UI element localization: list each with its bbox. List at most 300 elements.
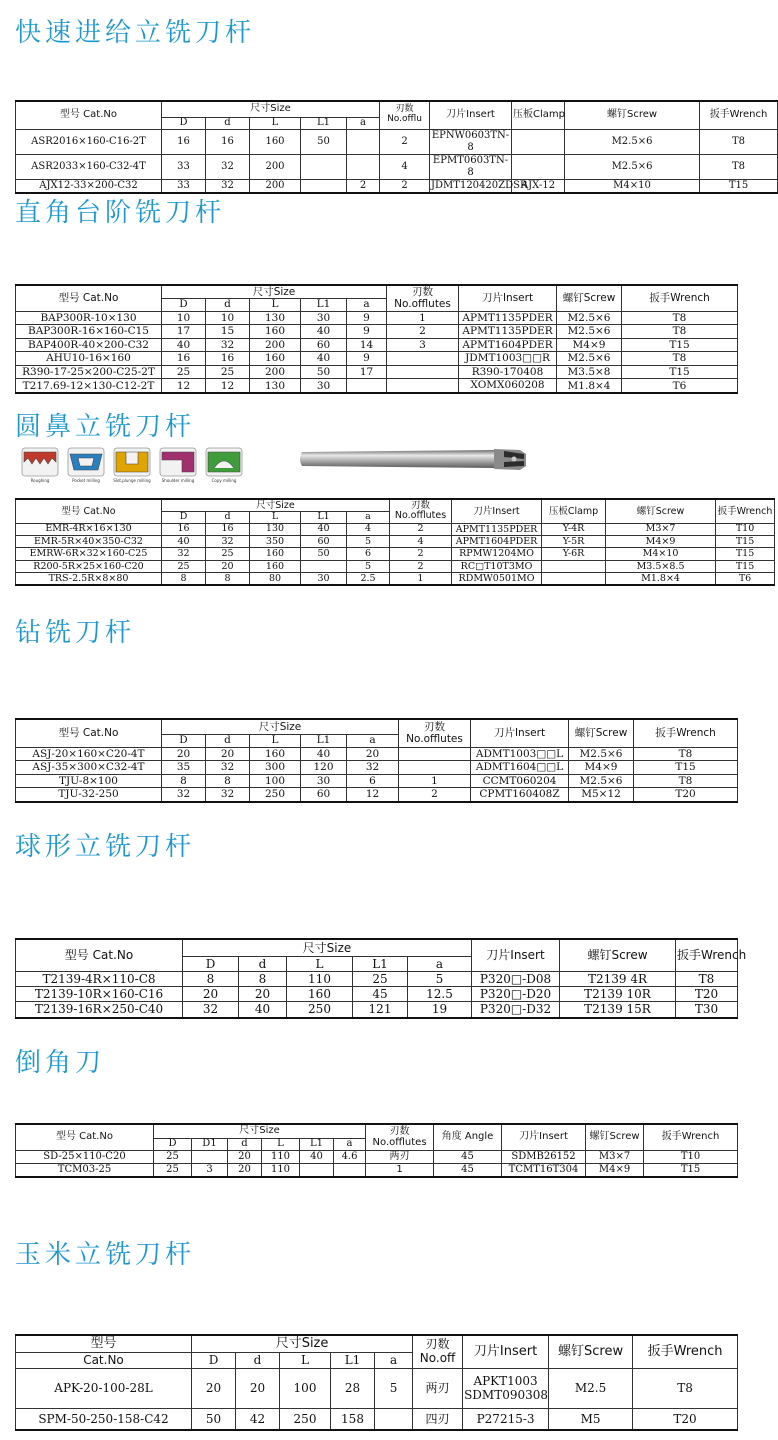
cell-dim: 50 [301, 548, 347, 560]
header-dim: L1 [301, 511, 347, 523]
cell-dim: 160 [287, 986, 353, 1001]
cell-dim: 6 [347, 774, 399, 788]
cell-dim: 40 [300, 1150, 334, 1163]
header-flutes: 刃数 No.off [413, 1335, 463, 1368]
cell-dim: 33 [162, 179, 206, 193]
cell-dim: 32 [206, 154, 250, 179]
cell-wrench: T20 [633, 1408, 738, 1430]
cell-dim: 60 [301, 535, 347, 547]
cell-dim: 30 [301, 774, 347, 788]
header-dim: d [206, 734, 250, 747]
header-dim: L [287, 956, 353, 971]
cell-dim: 10 [206, 311, 250, 325]
cell-dim: 50 [301, 365, 347, 379]
cell-wrench: T15 [716, 535, 775, 547]
table-row [16, 338, 738, 352]
header-dim: d [206, 117, 250, 129]
cell-wrench: T6 [622, 379, 738, 393]
cell-wrench: T8 [634, 747, 738, 761]
header-insert: 刀片Insert [459, 285, 557, 311]
header-dim: D [162, 734, 206, 747]
header-dim: L [262, 1138, 300, 1150]
header-dim: D1 [192, 1138, 228, 1150]
cell-dim: 120 [301, 761, 347, 775]
cell-insert: P320□-D08 [472, 971, 560, 986]
header-flutes: 刃数 No.offlutes [387, 285, 459, 311]
header-size: 尺寸Size [154, 1124, 366, 1138]
header-flutes: 刃数 No.offlutes [399, 719, 471, 747]
cell-dim: 25 [162, 365, 206, 379]
cell-insert: APMT1135PDER [459, 311, 557, 325]
cell-flutes: 1 [366, 1163, 434, 1177]
section-title-square-shoulder: 直角台阶铣刀杆 [15, 198, 226, 228]
cell-insert: R390-170408 [459, 365, 557, 379]
header-dim: d [206, 298, 250, 311]
cell-screw: M5×12 [569, 788, 634, 802]
cell-dim: 16 [162, 129, 206, 154]
cell-dim: 30 [301, 379, 347, 393]
cell-screw: M1.8×4 [557, 379, 622, 393]
cell-dim: 158 [331, 1408, 375, 1430]
cell-dim: 32 [206, 179, 250, 193]
table-row [16, 179, 778, 193]
cell-model: T2139-4R×110-C8 [16, 971, 183, 986]
cell-wrench: T8 [700, 129, 778, 154]
header-screw: 螺钉Screw [549, 1335, 633, 1368]
table-row [16, 1408, 738, 1430]
cell-model: ASR2016×160-C16-2T [16, 129, 162, 154]
header-size: 尺寸Size [183, 939, 472, 956]
cell-dim: 32 [162, 548, 206, 560]
cell-wrench: T15 [716, 548, 775, 560]
cell-screw: M1.8×4 [606, 573, 716, 586]
cell-dim: 19 [408, 1002, 472, 1018]
cell-dim: 20 [206, 560, 250, 572]
header-model: 型号 [16, 1335, 192, 1352]
cell-dim: 25 [353, 971, 408, 986]
copy-milling-icon-graphic [206, 448, 242, 476]
cell-model: R390-17-25×200-C25-2T [16, 365, 162, 379]
pocket-milling-icon-graphic [68, 448, 104, 476]
cell-dim: 130 [250, 379, 301, 393]
cell-dim: 12 [347, 788, 399, 802]
cell-flutes: 1 [387, 311, 459, 325]
table-round-nose [15, 498, 775, 586]
table-ball-nose [15, 938, 747, 1019]
cell-dim: 16 [162, 523, 206, 535]
cell-screw: M4×9 [569, 761, 634, 775]
cell-dim: 80 [250, 573, 301, 586]
cell-wrench: T8 [633, 1368, 738, 1408]
cell-dim: 5 [375, 1368, 413, 1408]
cell-wrench: T30 [676, 1002, 738, 1018]
header-angle: 角度 Angle [434, 1124, 502, 1150]
cell-flutes: 两刃 [413, 1368, 463, 1408]
cell-dim: 42 [236, 1408, 280, 1430]
cell-dim: 4 [347, 523, 390, 535]
cell-dim: 14 [347, 338, 387, 352]
cell-dim [301, 179, 347, 193]
cell-screw: M4×9 [586, 1163, 644, 1177]
cell-flutes [387, 379, 459, 393]
cell-dim [375, 1408, 413, 1430]
header-screw: 螺钉Screw [569, 719, 634, 747]
cell-dim: 8 [183, 971, 239, 986]
cell-insert: ADMT1604□□L [471, 761, 569, 775]
cell-wrench: T6 [716, 573, 775, 586]
cell-screw: M4×10 [606, 548, 716, 560]
cell-dim [301, 154, 347, 179]
cell-dim: 40 [162, 535, 206, 547]
cell-wrench: T15 [634, 761, 738, 775]
cell-dim: 100 [250, 774, 301, 788]
cell-wrench: T8 [676, 971, 738, 986]
cell-clamp: Y-6R [542, 548, 606, 560]
cell-wrench: T15 [700, 179, 778, 193]
round-nose-cutter-image [298, 442, 530, 478]
header-dim: D [192, 1352, 236, 1368]
cell-dim: 250 [280, 1408, 331, 1430]
table-chamfer [15, 1123, 738, 1178]
cell-dim: 6 [347, 548, 390, 560]
cell-flutes: 四刃 [413, 1408, 463, 1430]
header-screw: 螺钉Screw [606, 499, 716, 523]
cell-clamp [512, 154, 565, 179]
cell-wrench: T15 [644, 1163, 738, 1177]
header-dim: a [334, 1138, 366, 1150]
cell-model: AHU10-16×160 [16, 352, 162, 366]
header-dim: d [239, 956, 287, 971]
cell-screw: M2.5×6 [557, 325, 622, 339]
header-dim: L [250, 511, 301, 523]
cell-flutes [387, 365, 459, 379]
cell-dim: 25 [162, 560, 206, 572]
table-row [16, 573, 775, 586]
icon-label: Copy milling [211, 478, 237, 483]
cell-dim [347, 154, 380, 179]
header-model: 型号 Cat.No [16, 101, 162, 129]
header-dim: L1 [301, 298, 347, 311]
cell-dim: 8 [162, 573, 206, 586]
header-wrench: 扳手Wrench [644, 1124, 738, 1150]
cell-dim: 12 [206, 379, 250, 393]
cell-model: EMR-4R×16×130 [16, 523, 162, 535]
header-screw: 螺钉Screw [560, 939, 676, 971]
cell-dim: 16 [206, 129, 250, 154]
cell-dim: 200 [250, 179, 301, 193]
cell-insert: APMT1604PDER [452, 535, 542, 547]
header-insert: 刀片Insert [472, 939, 560, 971]
header-dim: L [250, 298, 301, 311]
cell-insert: XOMX060208 [459, 379, 557, 393]
cell-screw: T2139 4R [560, 971, 676, 986]
header-flutes: 刃数 No.offlutes [390, 499, 452, 523]
cell-dim: 17 [162, 325, 206, 339]
cell-dim: 8 [162, 774, 206, 788]
cell-dim: 32 [162, 788, 206, 802]
cell-dim: 40 [301, 325, 347, 339]
table-row [16, 788, 738, 802]
header-model: 型号 Cat.No [16, 719, 162, 747]
header-dim: a [375, 1352, 413, 1368]
cell-dim: 25 [206, 548, 250, 560]
table-row [16, 365, 738, 379]
table-row [16, 1150, 738, 1163]
cell-flutes: 1 [390, 573, 452, 586]
cell-dim: 8 [206, 774, 250, 788]
table-row [16, 560, 775, 572]
cell-clamp: AJX-12 [512, 179, 565, 193]
cell-dim: 20 [183, 986, 239, 1001]
cell-dim: 35 [162, 761, 206, 775]
header-dim: d [236, 1352, 280, 1368]
cell-model: TCM03-25 [16, 1163, 154, 1177]
cell-flutes [399, 747, 471, 761]
cell-dim: 12 [162, 379, 206, 393]
cell-dim: 20 [206, 747, 250, 761]
cell-dim: 8 [206, 573, 250, 586]
cell-dim: 50 [301, 129, 347, 154]
header-size: 尺寸Size [162, 719, 399, 734]
table-row [16, 352, 738, 366]
pocket-milling-icon [66, 448, 106, 486]
cell-insert: RDMW0501MO [452, 573, 542, 586]
table-row [16, 747, 738, 761]
header-dim: a [408, 956, 472, 971]
cell-model: TRS-2.5R×8×80 [16, 573, 162, 586]
header-model: 型号 Cat.No [16, 499, 162, 523]
header-dim: L [250, 117, 301, 129]
cell-dim: 16 [162, 352, 206, 366]
cell-dim: 4.6 [334, 1150, 366, 1163]
header-dim: L1 [300, 1138, 334, 1150]
header-flutes: 刃数 No.offlu [380, 101, 430, 129]
table-row [16, 1002, 738, 1018]
header-dim: d [206, 511, 250, 523]
header-dim: L1 [301, 734, 347, 747]
header-insert: 刀片Insert [463, 1335, 549, 1368]
header-wrench: 扳手Wrench [716, 499, 775, 523]
cell-dim: 110 [287, 971, 353, 986]
cell-dim: 160 [250, 747, 301, 761]
header-model: 型号 Cat.No [16, 1124, 154, 1150]
cell-flutes: 1 [399, 774, 471, 788]
header-dim: a [347, 117, 380, 129]
table-row [16, 1163, 738, 1177]
cell-dim: 9 [347, 325, 387, 339]
table-row [16, 523, 775, 535]
header-dim: a [347, 511, 390, 523]
cell-dim: 20 [239, 986, 287, 1001]
cell-dim: 160 [250, 560, 301, 572]
cell-dim: 28 [331, 1368, 375, 1408]
cell-model: TJU-32-250 [16, 788, 162, 802]
header-flutes: 刃数 No.offlutes [366, 1124, 434, 1150]
cell-screw: M3×7 [586, 1150, 644, 1163]
cell-wrench: T20 [676, 986, 738, 1001]
cell-dim: 9 [347, 311, 387, 325]
cell-screw: M4×9 [557, 338, 622, 352]
icon-label: Slot,plunge milling [113, 478, 151, 483]
header-size: 尺寸Size [162, 101, 380, 117]
cell-model: ASR2033×160-C32-4T [16, 154, 162, 179]
header-wrench: 扳手Wrench [622, 285, 738, 311]
cell-wrench: T8 [622, 352, 738, 366]
section-title-rapid-feed: 快速进给立铣刀杆 [15, 18, 256, 48]
cell-dim: 32 [347, 761, 399, 775]
header-model: 型号 Cat.No [16, 939, 183, 971]
header-dim: L1 [331, 1352, 375, 1368]
cell-screw: T2139 15R [560, 1002, 676, 1018]
table-row [16, 548, 775, 560]
header-size: 尺寸Size [162, 499, 390, 511]
cell-dim: 50 [192, 1408, 236, 1430]
cell-dim: 160 [250, 548, 301, 560]
table-corn-mill [15, 1334, 738, 1431]
cell-dim: 20 [228, 1163, 262, 1177]
cell-screw: M3.5×8 [557, 365, 622, 379]
section-title-ball-nose: 球形立铣刀杆 [15, 832, 196, 862]
cell-insert: P27215-3 [463, 1408, 549, 1430]
cell-dim: 160 [250, 352, 301, 366]
header-dim: L1 [301, 117, 347, 129]
cell-dim: 40 [301, 352, 347, 366]
table-square-shoulder [15, 284, 738, 394]
cell-insert: TCMT16T304 [502, 1163, 586, 1177]
cell-insert: RPMW1204MO [452, 548, 542, 560]
cell-dim [192, 1150, 228, 1163]
cell-insert: JDMT1003□□R [459, 352, 557, 366]
cell-wrench: T10 [716, 523, 775, 535]
header-model-en: Cat.No [16, 1352, 192, 1368]
cell-dim: 20 [347, 747, 399, 761]
header-wrench: 扳手Wrench [633, 1335, 738, 1368]
cell-dim: 32 [206, 338, 250, 352]
table-row [16, 971, 738, 986]
cell-dim: 10 [162, 311, 206, 325]
cell-dim [300, 1163, 334, 1177]
cell-dim: 250 [287, 1002, 353, 1018]
cell-dim: 40 [301, 523, 347, 535]
cell-dim: 40 [239, 1002, 287, 1018]
cell-clamp [512, 129, 565, 154]
cell-wrench: T8 [634, 774, 738, 788]
cell-dim [347, 129, 380, 154]
cell-dim: 110 [262, 1150, 300, 1163]
table-row [16, 1368, 738, 1408]
cell-model: EMRW-6R×32×160-C25 [16, 548, 162, 560]
roughing-icon [20, 448, 60, 486]
cell-dim: 32 [206, 761, 250, 775]
cell-screw: M5 [549, 1408, 633, 1430]
header-dim: D [162, 298, 206, 311]
cell-wrench: T8 [622, 311, 738, 325]
cell-dim: 110 [262, 1163, 300, 1177]
header-wrench: 扳手Wrench [700, 101, 778, 129]
header-screw: 螺钉Screw [586, 1124, 644, 1150]
cell-angle: 45 [434, 1150, 502, 1163]
cell-dim [301, 560, 347, 572]
cell-dim: 30 [301, 573, 347, 586]
cell-dim: 200 [250, 365, 301, 379]
cell-insert: EPNW0603TN-8 [430, 129, 512, 154]
table-row [16, 325, 738, 339]
cell-dim: 40 [162, 338, 206, 352]
cell-insert: ADMT1003□□L [471, 747, 569, 761]
cell-flutes: 4 [380, 154, 430, 179]
section-title-drill-mill: 钻铣刀杆 [15, 618, 136, 648]
cell-insert: APMT1135PDER [452, 523, 542, 535]
cell-dim: 250 [250, 788, 301, 802]
header-dim: L [250, 734, 301, 747]
cell-dim: 17 [347, 365, 387, 379]
cell-dim: 121 [353, 1002, 408, 1018]
shoulder-milling-icon-graphic [160, 448, 196, 476]
cell-insert: CCMT060204 [471, 774, 569, 788]
cell-flutes: 3 [387, 338, 459, 352]
cell-model: ASJ-35×300×C32-4T [16, 761, 162, 775]
section-title-round-nose: 圆鼻立铣刀杆 [15, 412, 196, 442]
cell-dim: 200 [250, 338, 301, 352]
cell-insert: P320□-D32 [472, 1002, 560, 1018]
cell-screw: M3×7 [606, 523, 716, 535]
header-insert: 刀片Insert [502, 1124, 586, 1150]
cell-model: T217.69-12×130-C12-2T [16, 379, 162, 393]
header-dim: D [162, 511, 206, 523]
table-row [16, 311, 738, 325]
header-clamp: 压板Clamp [542, 499, 606, 523]
cell-flutes: 2 [390, 560, 452, 572]
cell-dim: 20 [236, 1368, 280, 1408]
cell-dim: 130 [250, 523, 301, 535]
cell-dim: 130 [250, 311, 301, 325]
cell-dim: 32 [183, 1002, 239, 1018]
header-wrench: 扳手Wrench [634, 719, 738, 747]
slot-plunge-milling-icon-graphic [114, 448, 150, 476]
header-clamp: 压板Clamp [512, 101, 565, 129]
icon-label: Shoulder milling [161, 478, 195, 483]
slot-plunge-milling-icon [112, 448, 152, 486]
cell-flutes: 2 [399, 788, 471, 802]
header-insert: 刀片Insert [452, 499, 542, 523]
section-title-corn-mill: 玉米立铣刀杆 [15, 1240, 196, 1270]
cell-insert: APMT1135PDER [459, 325, 557, 339]
cell-angle: 45 [434, 1163, 502, 1177]
cell-dim [334, 1163, 366, 1177]
cell-screw: M2.5×6 [569, 747, 634, 761]
cell-dim [347, 379, 387, 393]
cell-model: BAP300R-16×160-C15 [16, 325, 162, 339]
cell-dim: 8 [239, 971, 287, 986]
cell-flutes: 两刃 [366, 1150, 434, 1163]
cell-wrench: T8 [700, 154, 778, 179]
cell-screw: M2.5×6 [569, 774, 634, 788]
header-dim: D [162, 117, 206, 129]
cell-dim: 20 [192, 1368, 236, 1408]
header-dim: D [183, 956, 239, 971]
cell-model: EMR-5R×40×350-C32 [16, 535, 162, 547]
cell-wrench: T20 [634, 788, 738, 802]
cell-model: BAP400R-40×200-C32 [16, 338, 162, 352]
cell-flutes: 2 [387, 325, 459, 339]
cell-clamp [542, 560, 606, 572]
header-insert: 刀片Insert [471, 719, 569, 747]
cell-dim: 9 [347, 352, 387, 366]
table-row [16, 986, 738, 1001]
cell-screw: M2.5×6 [565, 129, 700, 154]
cell-model: AJX12-33×200-C32 [16, 179, 162, 193]
cell-wrench: T15 [622, 365, 738, 379]
